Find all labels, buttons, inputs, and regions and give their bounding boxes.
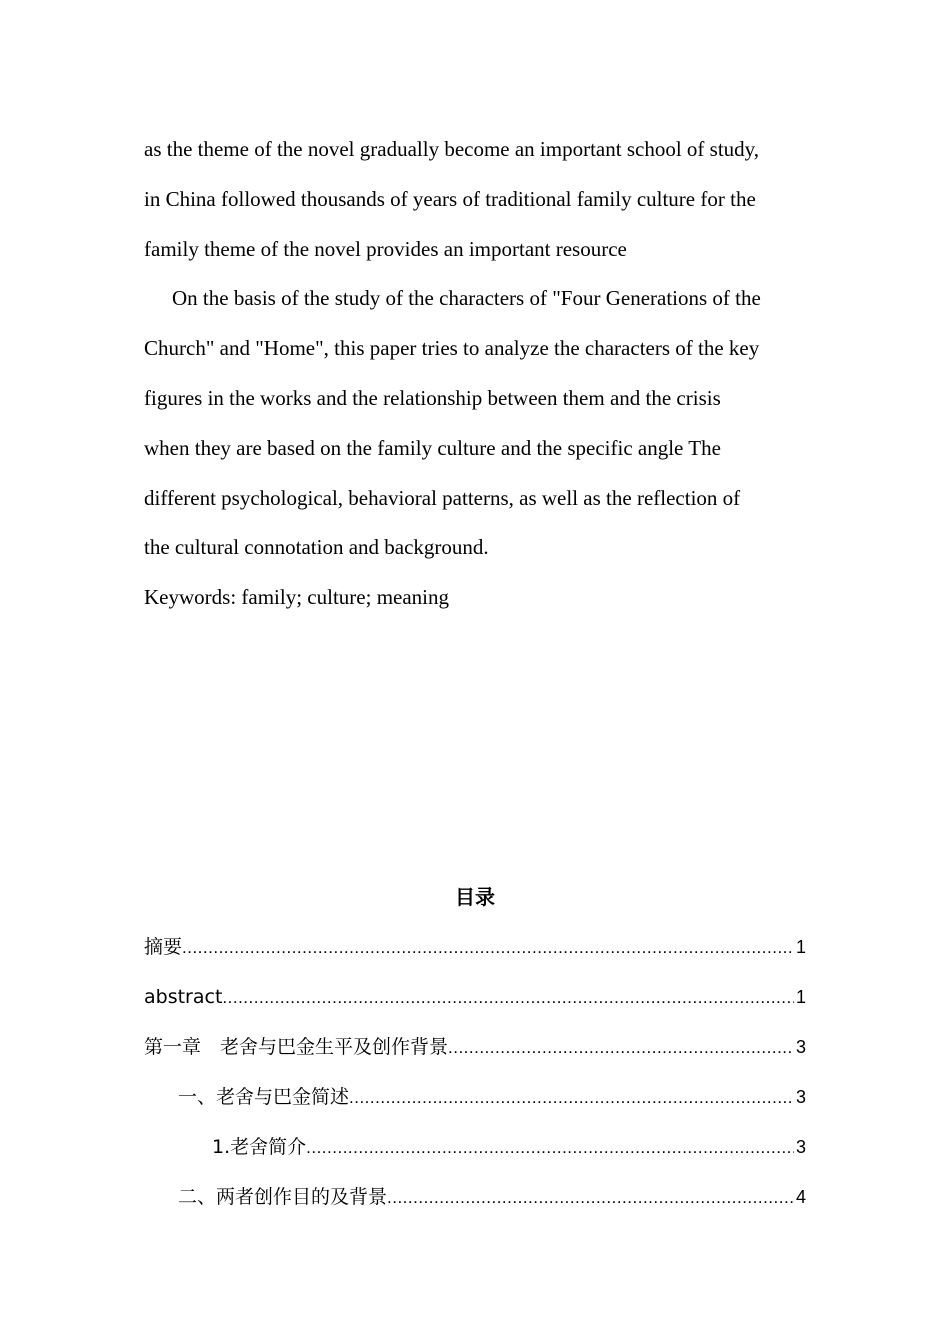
toc-page-number: 3	[795, 1137, 806, 1157]
toc-entry[interactable]	[144, 1022, 806, 1072]
abstract-line: in China followed thousands of years of traditional family culture for the	[144, 186, 756, 211]
toc-leader-dots	[182, 923, 794, 973]
toc-entry-label: abstract	[144, 986, 223, 1008]
toc-page-number: 3	[795, 1087, 806, 1107]
toc-page-number: 3	[795, 1037, 806, 1057]
table-of-contents	[144, 872, 806, 1222]
toc-entry[interactable]	[144, 1072, 806, 1122]
toc-page-number: 1	[795, 937, 806, 957]
toc-entry[interactable]	[144, 922, 806, 972]
abstract-line: different psychological, behavioral patterns, as well as the reflection of	[144, 485, 741, 510]
toc-page-number: 4	[795, 1187, 806, 1207]
abstract-line: Church" and "Home", this paper tries to analyze the characters of the key	[144, 336, 760, 361]
toc-entry[interactable]	[144, 972, 806, 1022]
toc-entry-label: 二、两者创作目的及背景	[178, 1186, 388, 1208]
toc-entry[interactable]	[144, 1172, 806, 1222]
keywords: Keywords: family; culture; meaning	[144, 585, 450, 610]
toc-entry-label: 一、老舍与巴金简述	[178, 1086, 350, 1108]
toc-leader-dots	[222, 973, 794, 1023]
abstract-line: as the theme of the novel gradually become an important school of study,	[144, 137, 760, 161]
toc-entry-label: 第一章 老舍与巴金生平及创作背景	[144, 1036, 449, 1058]
abstract-body	[144, 125, 806, 623]
toc-leader-dots	[306, 1123, 794, 1173]
abstract-line: when they are based on the family culture and the specific angle The	[144, 435, 721, 460]
abstract-line: family theme of the novel provides an important resource	[144, 236, 627, 261]
toc-entry-label: 摘要	[144, 936, 183, 958]
toc-entry[interactable]	[144, 1122, 806, 1172]
toc-leader-dots	[349, 1073, 794, 1123]
toc-leader-dots	[448, 1023, 794, 1073]
toc-page-number: 1	[795, 987, 806, 1007]
abstract-line: On the basis of the study of the characters of "Four Generations of the	[172, 286, 761, 311]
toc-leader-dots	[387, 1173, 794, 1223]
toc-title: 目录	[455, 885, 495, 909]
abstract-line: the cultural connotation and background.	[144, 535, 489, 560]
abstract-line: figures in the works and the relationship between them and the crisis	[144, 385, 721, 410]
toc-entry-label: 1.老舍简介	[212, 1136, 307, 1158]
